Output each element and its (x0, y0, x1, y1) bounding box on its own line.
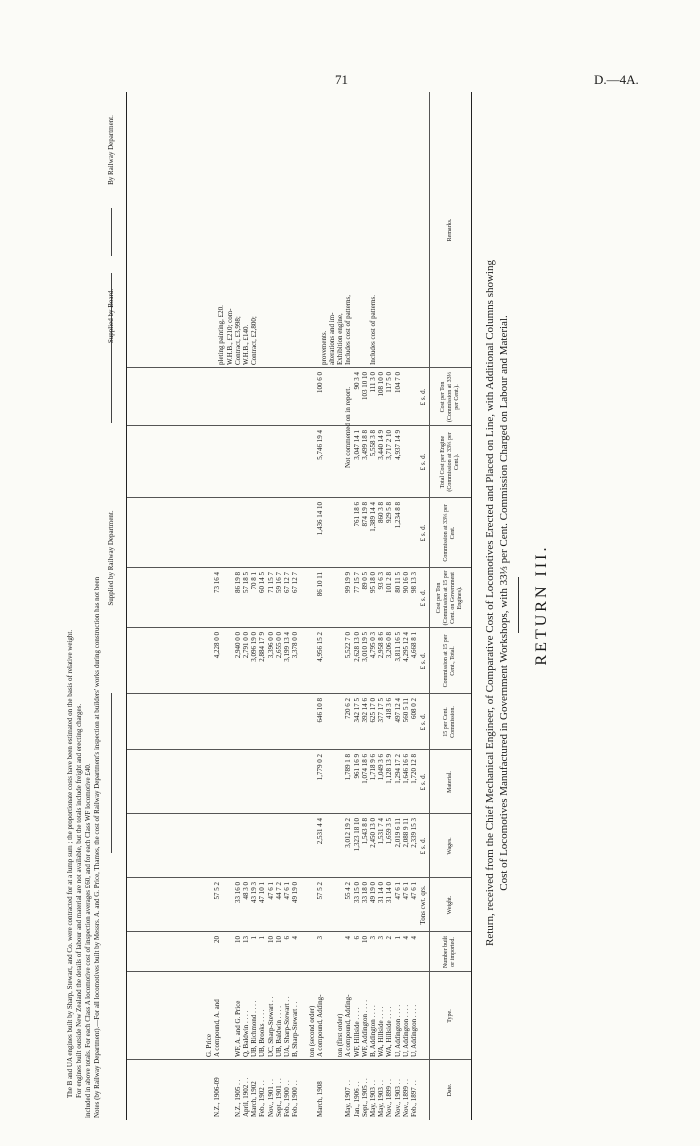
row-number: 10 (233, 936, 242, 943)
row-wages: 1,531 7 4 (377, 818, 386, 845)
row-commission-15: 418 3 6 (385, 698, 394, 719)
row-date: Feb., 1902 . . (258, 1080, 267, 1117)
row-type-cont: ton (first order) (336, 1013, 345, 1057)
row-commission-15: 497 12 4 (393, 698, 402, 723)
row-weight: 47 6 1 (410, 882, 418, 900)
row-weight: 48 3 0 (241, 882, 250, 900)
row-number: 3 (369, 936, 377, 940)
remarks: Includes cost of patterns, (344, 295, 353, 365)
money-unit: £ s. d. (419, 453, 427, 471)
row-total-15: 3,378 0 0 (291, 632, 300, 659)
row-number: 10 (266, 936, 275, 943)
row-number: 4 (401, 936, 410, 940)
row-total-33: 3,499 18 8 (360, 430, 369, 460)
span-line (111, 208, 112, 256)
row-weight: 47 6 1 (282, 882, 291, 900)
row-ton-33: 117 5 0 (385, 372, 394, 393)
row-weight: 33 16 0 (233, 882, 242, 903)
by-railway-label: By Railway Department. (107, 115, 115, 185)
row-total-15: 2,958 8 6 (377, 632, 386, 659)
row-type: WF, A. and G. Price (233, 1000, 242, 1057)
column-header: Commission at 33⅓ per Cent. (443, 504, 456, 562)
row-date: March, 1902 (250, 1081, 259, 1117)
row-total-15: 2,628 13 0 (352, 632, 361, 662)
row-material: 1,718 9 6 (369, 754, 377, 781)
column-header: Material. (446, 771, 453, 793)
row-ton-15: 57 18 5 (241, 572, 250, 593)
remarks: Exhibition engine, (336, 313, 345, 365)
supplied-railway-label: Supplied by Railway Department. (107, 510, 115, 606)
row-wages: 2,531 4 4 (315, 818, 324, 845)
row-weight: 33 18 0 (360, 882, 369, 903)
row-ton-15: 89 0 5 (360, 572, 369, 590)
cost-table (126, 92, 472, 1120)
row-number: 1 (258, 936, 267, 940)
money-unit: £ s. d. (419, 524, 427, 542)
row-commission-15: 392 14 6 (360, 698, 369, 723)
return-title: RETURN III. (533, 544, 550, 666)
remarks: alterations and im- (328, 312, 336, 365)
row-type-cont: G. Price (205, 1034, 213, 1057)
row-wages: 1,659 3 5 (385, 818, 394, 845)
row-ton-15: 101 2 8 (385, 572, 394, 593)
row-number: 2 (385, 936, 394, 940)
row-ton-15: 59 16 7 (274, 572, 283, 593)
row-commission-33: 860 3 8 (377, 502, 386, 523)
row-material: 1,789 1 8 (344, 754, 353, 781)
column-header: Wages. (446, 837, 453, 855)
row-total-33: 3,440 14 9 (377, 430, 386, 460)
row-number: 20 (213, 936, 222, 943)
row-material: 1,049 3 6 (377, 754, 386, 781)
row-type: U, Addington . . . . (393, 1004, 402, 1057)
row-total-15: 2,655 0 0 (274, 632, 283, 659)
row-date: Nov., 1899 . . (385, 1079, 394, 1117)
row-weight: 49 19 0 (291, 882, 300, 903)
row-ton-15: 86 10 11 (315, 572, 324, 597)
row-material: 1,779 0 2 (315, 754, 324, 781)
row-commission-33: 1,389 14 4 (369, 502, 377, 532)
row-date: May, 1903 . . (369, 1080, 377, 1117)
row-ton-33: 100 6 0 (315, 372, 324, 393)
column-header: Total Cost per Engine (Commission at 33⅓ per Cent.). (439, 432, 460, 492)
row-type-cont: ton (second order) (307, 1005, 316, 1057)
row-wages: 2,339 15 3 (410, 818, 418, 848)
row-number: 10 (274, 936, 283, 943)
row-type: WF, Addington . . . . (360, 1000, 369, 1057)
row-total-15: 4,668 8 1 (410, 632, 418, 659)
row-wages: 3,012 19 2 (344, 818, 353, 848)
column-rule (127, 567, 471, 568)
row-total-15: 3,811 16 5 (393, 632, 402, 662)
row-weight: 57 5 2 (213, 882, 222, 900)
column-rule (127, 367, 471, 368)
title-rule (518, 577, 519, 633)
row-date: Feb., 1900 . . (291, 1080, 300, 1117)
row-total-15: 2,884 17 9 (258, 632, 267, 662)
row-ton-15: 70 8 1 (250, 572, 259, 590)
row-date: Feb., 1900 . . (282, 1080, 291, 1117)
row-date: Feb., 1897 . . (410, 1080, 418, 1117)
row-type: WA, Hillside . . . . (385, 1006, 394, 1057)
row-date: May, 1907 . . (344, 1080, 353, 1117)
row-weight: 47 6 1 (401, 882, 410, 900)
note-line: included in above totals. For each Class A locomotive cost of inspection averages £60, and for each Class WF locomotive £40. (84, 763, 92, 1118)
row-weight: 33 15 0 (352, 882, 361, 903)
remarks: Includes cost of patterns. (369, 295, 377, 365)
page-code: D.—4A. (594, 72, 639, 87)
column-rule (127, 425, 471, 426)
column-header: Date. (446, 1083, 453, 1097)
row-commission-15: 720 6 2 (344, 698, 353, 719)
not-commented: Not commented on in report. (344, 386, 353, 468)
row-number: 4 (410, 936, 418, 940)
row-ton-15: 90 16 0 (401, 572, 410, 593)
row-number: 6 (282, 936, 291, 940)
row-weight: 44 7 2 (274, 882, 283, 900)
row-ton-15: 73 16 4 (213, 572, 222, 593)
column-header: Remarks. (446, 218, 453, 242)
supplied-board-label: Supplied by Board. (107, 288, 115, 344)
note-line: For engines built outside New Zealand the details of labour and material are not available, but the totals include freight and erecting charges. (75, 703, 83, 1098)
row-total-15: 3,096 19 0 (250, 632, 259, 662)
remarks: provements. (319, 330, 328, 365)
row-total-33: 3,047 14 1 (352, 430, 361, 460)
money-unit: £ s. d. (419, 589, 427, 607)
row-total-15: 2,940 0 0 (233, 632, 242, 659)
row-ton-33: 104 7 0 (393, 372, 402, 393)
remarks: Contract, £3,998; (233, 316, 242, 365)
row-date: March, 1908 (315, 1081, 324, 1117)
column-rule (127, 813, 471, 814)
row-weight: 47 6 1 (393, 882, 402, 900)
row-total-33: 5,558 3 8 (369, 430, 377, 457)
money-unit: £ s. d. (419, 837, 427, 855)
row-commission-33: 929 5 8 (385, 502, 394, 523)
row-material: 1,294 17 2 (393, 754, 402, 784)
row-total-15: 4,956 15 2 (315, 632, 324, 662)
column-rule (127, 627, 471, 628)
caption-line-2: Cost of Locomotives Manufactured in Government Workshops, with 33⅓ per Cent. Commission Charged on Labour and Material. (498, 315, 510, 891)
row-wages: 2,019 6 11 (393, 818, 402, 848)
row-wages: 2,450 13 0 (369, 818, 377, 848)
row-ton-15: 60 14 5 (258, 572, 267, 593)
row-ton-33: 103 10 10 (360, 372, 369, 400)
money-unit: £ s. d. (419, 652, 427, 670)
row-type: UB, Richmond . . . . (250, 1000, 259, 1057)
column-rule (127, 749, 471, 750)
row-commission-33: 1,436 14 10 (315, 502, 324, 536)
row-date: N.Z., 1906-09 (213, 1077, 222, 1117)
row-commission-33: 761 18 6 (352, 502, 361, 527)
row-total-15: 4,795 0 3 (369, 632, 377, 659)
column-rule (127, 693, 471, 694)
row-number: 1 (393, 936, 402, 940)
column-header: Commission at 15 per Cent., Total. (443, 634, 456, 688)
row-type: UB, Brooks . . . . (258, 1009, 267, 1057)
row-ton-15: 99 19 9 (344, 572, 353, 593)
row-commission-15: 560 5 11 (401, 698, 410, 723)
column-rule (127, 1059, 471, 1060)
row-type: UB, Baldwin . . . . (274, 1006, 283, 1057)
column-header: Cost per Ton (Commission at 33⅓ per Cent.). (439, 371, 460, 423)
row-total-15: 2,791 0 0 (241, 632, 250, 659)
remarks: W.H.B., £140. (241, 324, 250, 365)
row-commission-15: 625 17 0 (369, 698, 377, 723)
row-weight: 55 4 2 (344, 882, 353, 900)
column-header: Number built or imported. (443, 935, 456, 969)
row-wages: 1,323 18 10 (352, 818, 361, 852)
row-material: 1,074 18 6 (360, 754, 369, 784)
row-number: 10 (360, 936, 369, 943)
row-weight: 43 19 3 (250, 882, 259, 903)
row-type: B, Addington . . . . (369, 1005, 377, 1057)
row-type: B, Sharp-Stewart . . (291, 1001, 300, 1057)
row-date: Nov., 1903 . . (393, 1079, 402, 1117)
row-weight: 57 5 2 (315, 882, 324, 900)
row-date: Sept., 1905 . . (360, 1078, 369, 1117)
row-type: A compound, Adding- (344, 994, 353, 1057)
row-ton-15: 98 13 3 (410, 572, 418, 593)
row-number: 1 (250, 936, 259, 940)
row-type: WF, Hillside . . . . (352, 1007, 361, 1057)
money-unit: £ s. d. (419, 713, 427, 731)
row-ton-15: 67 12 7 (282, 572, 291, 593)
column-header: 15 per Cent. Commission. (443, 706, 456, 738)
row-number: 4 (344, 936, 353, 940)
column-header: Cost per Ton (Commission at 15 per Cent. on Government Engines). (436, 570, 463, 626)
column-rule (127, 971, 471, 972)
row-type: U, Addington . . . . (410, 1004, 418, 1057)
column-header: Weight. (446, 895, 453, 915)
row-number: 3 (315, 936, 324, 940)
money-unit: £ s. d. (419, 388, 427, 406)
row-total-33: 5,746 19 4 (315, 430, 324, 460)
column-rule (127, 497, 471, 498)
row-commission-15: 608 0 2 (410, 698, 418, 719)
row-total-33: 4,937 14 9 (393, 430, 402, 460)
caption-line-1: Return, received from the Chief Mechanical Engineer, of Comparative Cost of Locomotives Erected and Placed on Line, with Additional Columns showing (484, 260, 496, 946)
row-number: 4 (291, 936, 300, 940)
row-ton-15: 80 11 5 (393, 572, 402, 593)
row-date: May, 1903 . . (377, 1080, 386, 1117)
row-number: 3 (377, 936, 386, 940)
column-header: Type. (446, 1009, 453, 1023)
row-date: Nov., 1899 . . (401, 1079, 410, 1117)
row-material: 1,128 13 9 (385, 754, 394, 784)
span-line (111, 693, 112, 853)
row-weight: 31 14 0 (385, 882, 394, 903)
row-number: 6 (352, 936, 361, 940)
row-weight: 49 19 0 (369, 882, 377, 903)
row-weight: 47 10 1 (258, 882, 267, 903)
note-line: The B and UA engines built by Sharp, Stewart, and Co. were contracted for at a lump sum ; the proportionate costs have been estimated on the basis of relative weight. (66, 629, 74, 1098)
row-date: Sept., 1901 . . (274, 1078, 283, 1117)
page-number: 71 (335, 72, 348, 87)
row-total-15: 3,396 0 0 (266, 632, 275, 659)
note-line: Notes (by Railway Department).—For all locomotives built by Messrs. A. and G. Price, Thames, the cost of Railway Department's inspection at builders' works during construction has not been (93, 576, 101, 1118)
row-type: WA, Hillside . . . . (377, 1006, 386, 1057)
column-rule (127, 931, 471, 932)
row-commission-15: 646 10 8 (315, 698, 324, 723)
row-total-33: 3,717 2 10 (385, 430, 394, 460)
row-date: Nov., 1901 . . (266, 1079, 275, 1117)
row-type: A compound, Adding- (315, 994, 324, 1057)
money-unit: £ s. d. (419, 773, 427, 791)
remarks: W.H.B., £210; com- (225, 308, 234, 365)
row-date: N.Z., 1905 . . (233, 1079, 242, 1117)
row-number: 13 (241, 936, 250, 943)
row-ton-15: 77 15 7 (352, 572, 361, 593)
row-type: U, Addington . . . . (401, 1004, 410, 1057)
row-commission-15: 377 17 5 (377, 698, 386, 723)
row-material: 961 16 9 (352, 754, 361, 779)
row-ton-33: 90 3 4 (352, 372, 361, 390)
remarks: Contract, £2,800; (250, 316, 259, 365)
row-total-15: 3,206 0 8 (385, 632, 394, 659)
row-total-15: 4,295 12 4 (401, 632, 410, 662)
row-weight: 47 6 1 (266, 882, 275, 900)
row-wages: 1,543 8 8 (360, 818, 369, 845)
row-type: UA, Sharp-Stewart . . (282, 996, 291, 1057)
row-ton-33: 111 3 0 (369, 372, 377, 393)
row-ton-33: 108 10 0 (377, 372, 386, 397)
remarks: pleting painting, £20. (217, 305, 226, 365)
row-total-15: 3,010 19 5 (360, 632, 369, 662)
row-total-15: 5,522 7 0 (344, 632, 353, 659)
weight-unit: Tons cwt. qrs. (419, 885, 427, 925)
row-date: April, 1902 . . (241, 1077, 250, 1117)
row-ton-15: 71 15 7 (266, 572, 275, 593)
column-rule (127, 877, 471, 878)
row-commission-15: 342 17 5 (352, 698, 361, 723)
rotated-page (66, 82, 600, 1128)
row-total-15: 3,199 13 4 (282, 632, 291, 662)
row-wages: 2,088 9 11 (401, 818, 410, 848)
row-type: UC, Sharp-Stewart . . (266, 996, 275, 1057)
row-ton-15: 67 12 7 (291, 572, 300, 593)
row-material: 1,720 12 8 (410, 754, 418, 784)
row-weight: 31 14 0 (377, 882, 386, 903)
row-date: Jan., 1906 . . (352, 1081, 361, 1117)
row-total-15: 4,228 0 0 (213, 632, 222, 659)
row-material: 1,646 16 6 (401, 754, 410, 784)
row-ton-15: 86 19 8 (233, 572, 242, 593)
row-commission-33: 874 19 8 (360, 502, 369, 527)
row-type: A compound, A. and (213, 999, 222, 1057)
row-commission-33: 1,234 8 8 (393, 502, 402, 529)
row-ton-15: 95 18 0 (369, 572, 377, 593)
row-ton-15: 93 6 3 (377, 572, 386, 590)
row-type: Q, Baldwin . . . . (241, 1010, 250, 1057)
